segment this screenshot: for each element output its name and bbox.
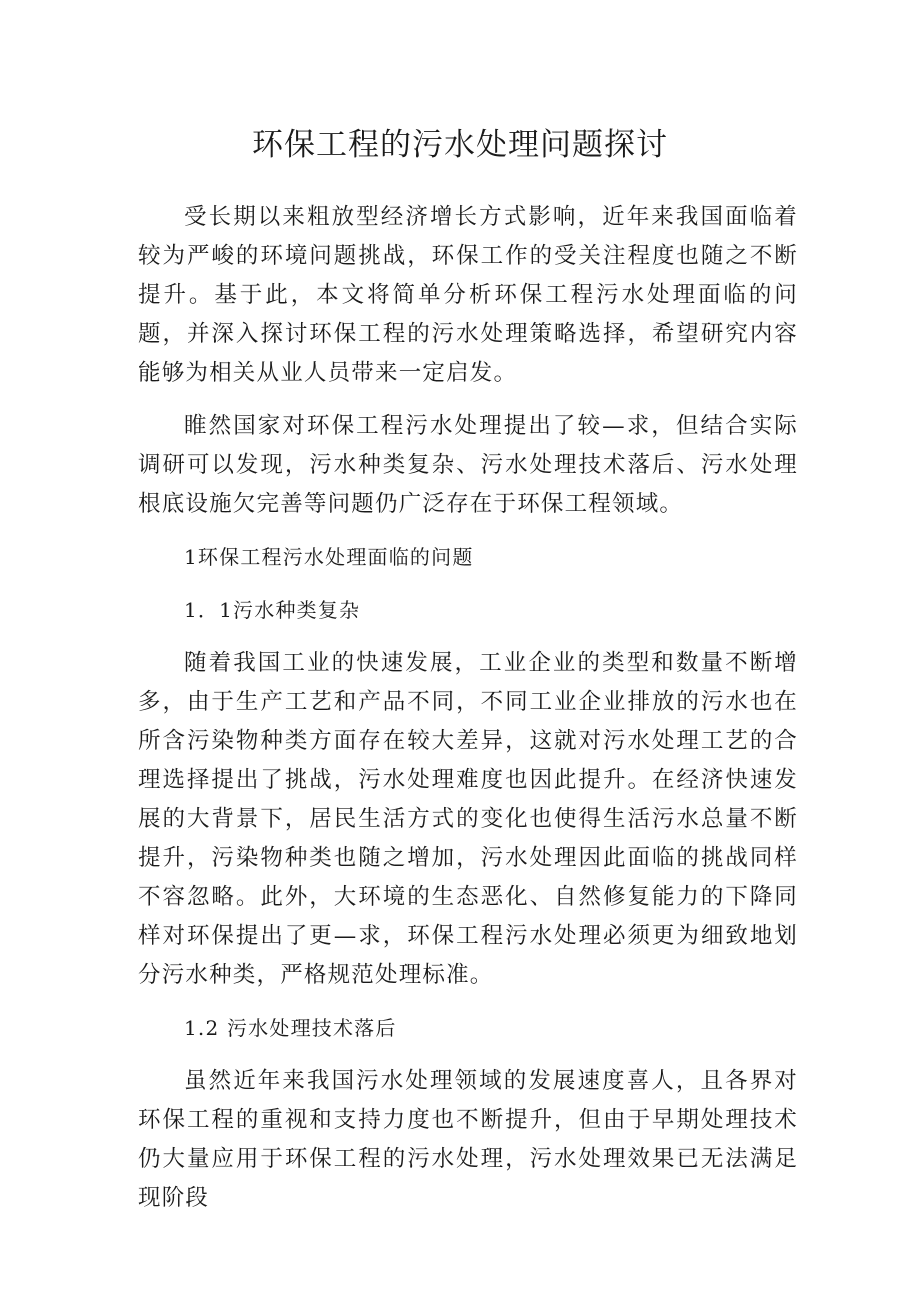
section-1-2-heading: 1.2 污水处理技术落后: [184, 1016, 397, 1040]
document-page: [138, 120, 798, 1232]
section-1-heading: 1环保工程污水处理面临的问题: [184, 545, 474, 569]
overview-paragraph: 睢然国家对环保工程污水处理提出了较—求，但结合实际调研可以发现，污水种类复杂、污水处理技术落后、污水处理根底设施欠完善等问题仍广泛存在于环保工程领域。: [138, 413, 798, 517]
intro-paragraph: 受长期以来粗放型经济增长方式影响，近年来我国面临着较为严峻的环境问题挑战，环保工作的受关注程度也随之不断提升。基于此，本文将简单分析环保工程污水处理面临的问题，并深入探讨环保工程的污水处理策略选择，希望研究内容能够为相关从业人员带来一定启发。: [138, 204, 798, 386]
section-1-2-paragraph: 虽然近年来我国污水处理领域的发展速度喜人，且各界对环保工程的重视和支持力度也不断提升，但由于早期处理技术仍大量应用于环保工程的污水处理，污水处理效果已无法满足现阶段: [138, 1068, 798, 1211]
section-1-1-heading: 1．1污水种类复杂: [184, 598, 361, 622]
document-title: 环保工程的污水处理问题探讨: [252, 127, 668, 163]
section-1-1-paragraph: 随着我国工业的快速发展，工业企业的类型和数量不断增多，由于生产工艺和产品不同，不同工业企业排放的污水也在所含污染物种类方面存在较大差异，这就对污水处理工艺的合理选择提出了挑战，污水处理难度也因此提升。在经济快速发展的大背景下，居民生活方式的变化也使得生活污水总量不断提升，污染物种类也随之增加，污水处理因此面临的挑战同样不容忽略。此外，大环境的生态恶化、自然修复能力的下降同样对环保提出了更—求，环保工程污水处理必须更为细致地划分污水种类，严格规范处理标准。: [138, 650, 798, 988]
